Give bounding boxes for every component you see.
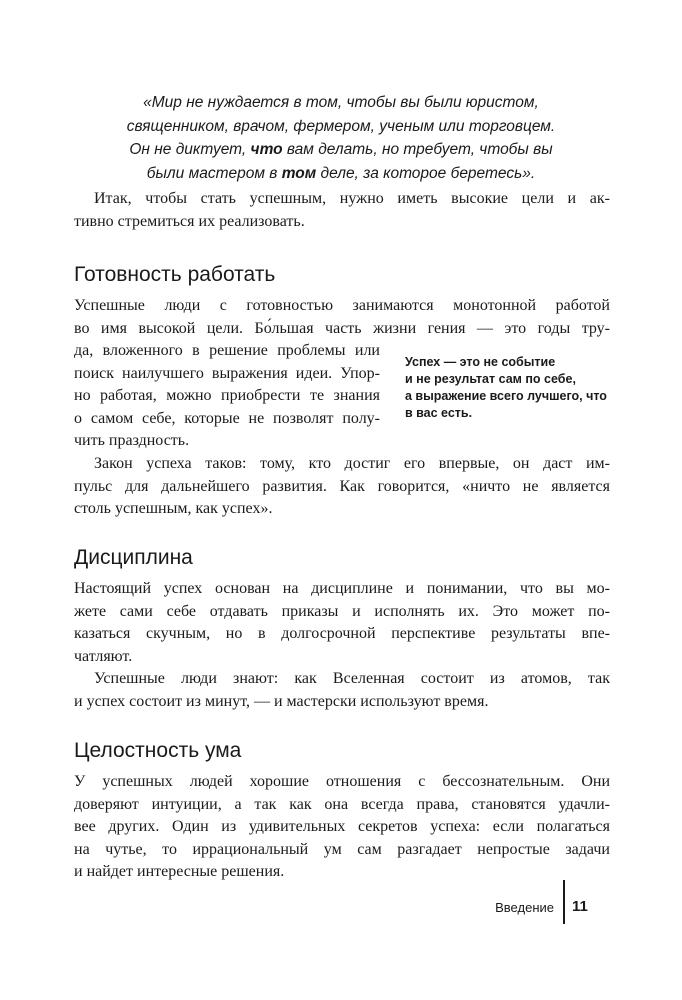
text-line: вее других. Один из удивительных секретов успеха: если полагаться: [74, 818, 610, 836]
text-line: казаться скучным, но в долгосрочной перспективе результаты впе-: [74, 625, 610, 643]
pull-quote-sidenote: [405, 354, 625, 422]
text-line: У успешных людей хорошие отношения с бессознательным. Они: [74, 773, 610, 790]
quote-line: «Мир не нуждается в том, чтобы вы были юристом,: [143, 94, 539, 111]
quote-text: Он не диктует,: [129, 141, 251, 158]
text-line: Успешные люди с готовностью занимаются монотонной работой: [74, 297, 610, 314]
text-line: о самом себе, которые не позволят полу-: [74, 409, 380, 427]
text-line: Итак, чтобы стать успешным, нужно иметь высокие цели и ак-: [94, 190, 610, 207]
sidenote-line: в вас есть.: [405, 406, 473, 420]
sidenote-line: а выражение всего лучшего, что: [405, 389, 607, 403]
readiness-paragraph-1: [74, 295, 610, 340]
quote-line: священником, врачом, фермером, ученым или торговцем.: [126, 117, 556, 135]
section-heading-readiness: Готовность работать: [74, 263, 276, 286]
quote-emphasis: что: [250, 141, 283, 158]
sidenote-line: Успех — это не событие: [405, 355, 556, 369]
quote-line: [100, 162, 582, 186]
text-line: жете сами себе отдавать приказы и исполнять их. Это может по-: [74, 602, 610, 620]
page-number: 11: [572, 898, 588, 915]
quote-text: деле, за которое беретесь».: [316, 164, 536, 182]
text-line: Настоящий успех основан на дисциплине и понимании, что вы мо-: [74, 580, 610, 597]
text-line: пульс для дальнейшего развития. Как говорится, «ничто не является: [74, 477, 610, 495]
footer-divider: [563, 880, 565, 924]
text-line: Успешные люди знают: как Вселенная состоит из атомов, так: [94, 670, 610, 687]
quote-emphasis: том: [281, 164, 317, 182]
readiness-paragraph-2: [74, 453, 610, 521]
text-line: во имя высокой цели. Бо́льшая часть жизни гения — это годы тру-: [74, 319, 610, 337]
text-line: но работая, можно приобрести те знания: [74, 387, 380, 405]
text-line: да, вложенного в решение проблемы или: [74, 342, 380, 359]
text-line: чатляют.: [74, 647, 133, 665]
discipline-paragraph-2: [74, 668, 610, 713]
text-line: столь успешным, как успех».: [74, 500, 273, 518]
text-line: на чутье, то иррациональный ум сам разгадает непростые задачи: [74, 840, 610, 858]
section-heading-integrity: Целостность ума: [74, 739, 242, 762]
text-line: Закон успеха таков: тому, кто достиг его впервые, он даст им-: [94, 455, 610, 472]
integrity-paragraph: [74, 771, 610, 884]
quote-line: [100, 138, 582, 162]
text-line: доверяют интуиции, а так как она всегда права, становятся удачли-: [74, 795, 610, 813]
intro-paragraph: [74, 188, 610, 233]
text-line: и найдет интересные решения.: [74, 863, 285, 881]
section-heading-discipline: Дисциплина: [74, 546, 193, 569]
discipline-paragraph-1: [74, 578, 610, 668]
quote-text: были мастером в: [146, 164, 282, 182]
text-line: поиск наилучшего выражения идеи. Упор-: [74, 364, 380, 382]
epigraph-quote: [100, 91, 582, 185]
sidenote-line: и не результат сам по себе,: [405, 372, 576, 386]
running-footer-chapter: Введение: [495, 900, 554, 915]
quote-text: вам делать, но требует, чтобы вы: [282, 141, 553, 158]
text-line: тивно стремиться их реализовать.: [74, 212, 305, 230]
text-line: чить праздность.: [74, 432, 190, 450]
text-line: и успех состоит из минут, — и мастерски используют время.: [74, 692, 489, 710]
